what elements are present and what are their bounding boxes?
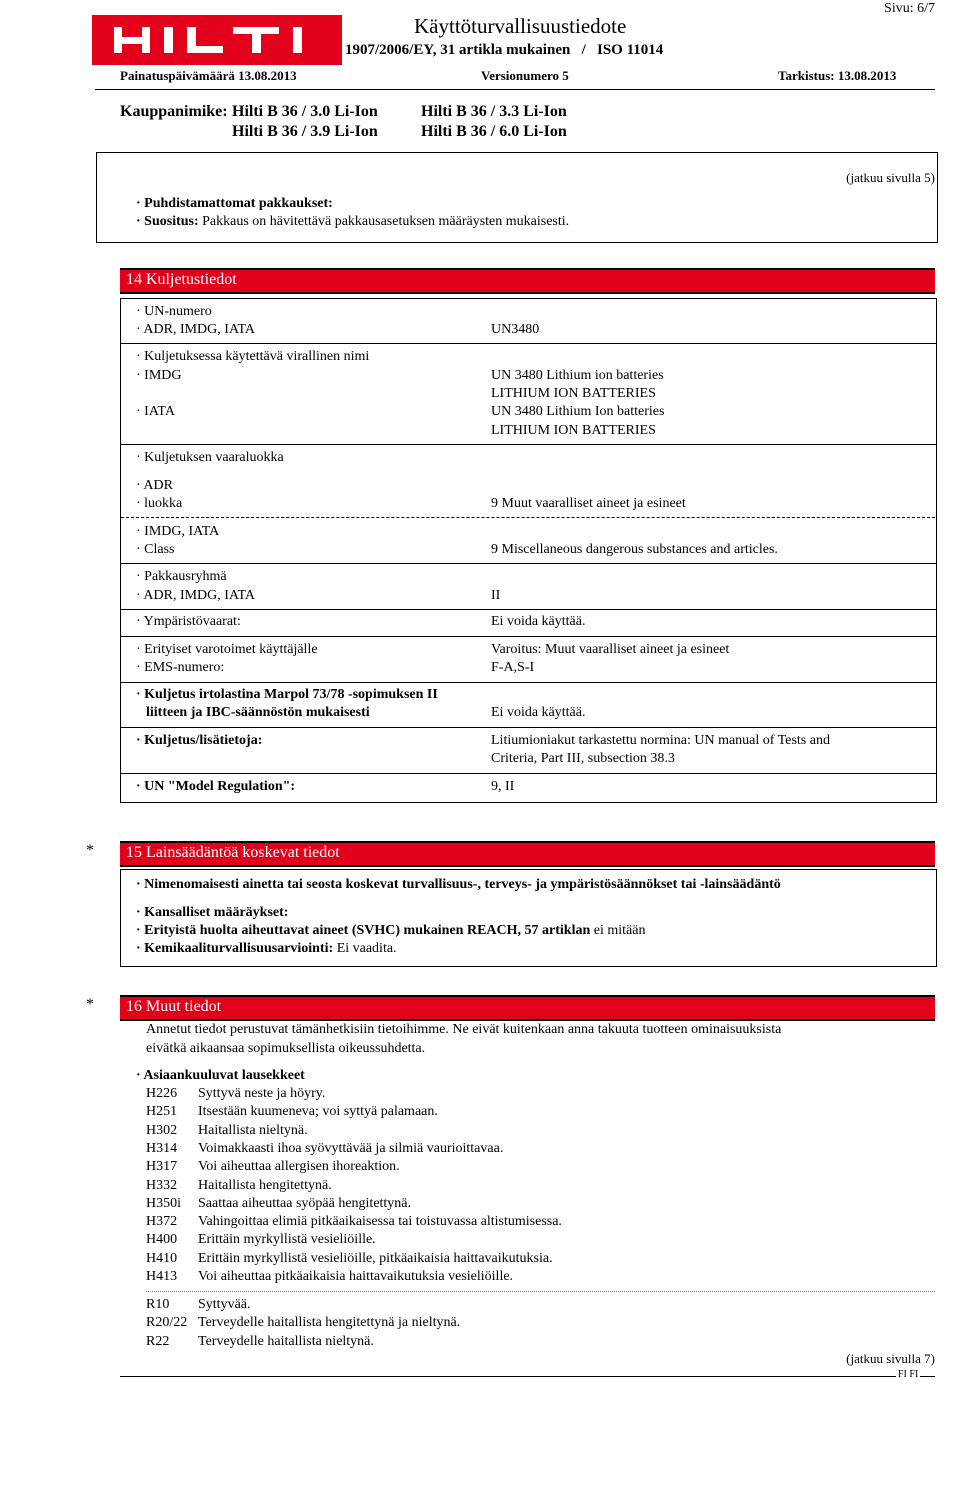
statement-code: R10 (146, 1297, 170, 1312)
document-title: Käyttöturvallisuustiedote (414, 14, 627, 38)
statement-text: Haitallista nieltynä. (198, 1122, 308, 1138)
svhc-line (136, 923, 645, 939)
row-divider (120, 727, 936, 728)
section-16-header (120, 995, 935, 1021)
product-name: Hilti B 36 / 3.0 Li-Ion (232, 103, 378, 120)
dotted-divider (146, 1291, 935, 1292)
un-number-value: UN3480 (491, 322, 540, 337)
svhc-label: · Erityistä huolta aiheuttavat aineet (SVHC) mukainen REACH, 57 artiklan (136, 923, 591, 938)
statement-text: Voi aiheuttaa pitkäaikaisia haittavaikutuksia vesieliöille. (198, 1269, 514, 1284)
statement-code: H251 (146, 1104, 178, 1120)
row-divider (120, 563, 936, 564)
chemical-safety-line (136, 941, 397, 957)
chemical-safety-value: Ei vaadita. (333, 941, 397, 956)
relevant-clauses-heading: · Asiaankuuluvat lausekkeet (136, 1068, 305, 1083)
statement-text: Erittäin myrkyllistä vesieliöille. (198, 1232, 376, 1248)
environmental-hazards-label: · Ympäristövaarat: (136, 614, 241, 629)
special-precautions-value: Varoitus: Muut vaaralliset aineet ja esineet (491, 642, 730, 657)
iata-name-value: UN 3480 Lithium Ion batteries (491, 404, 665, 419)
transport-info-value: Criteria, Part III, subsection 38.3 (491, 751, 675, 766)
statement-text: Terveydelle haitallista hengitettynä ja nieltynä. (198, 1315, 461, 1331)
statement-code: H302 (146, 1122, 178, 1138)
regulations-heading: · Nimenomaisesti ainetta tai seosta koskevat turvallisuus-, terveys- ja ympäristösäännökset tai -lainsäädäntö (136, 877, 781, 892)
hazard-class-label: · Kuljetuksen vaaraluokka (136, 450, 284, 465)
product-name: Hilti B 36 / 3.9 Li-Ion (232, 123, 378, 140)
revision-marker: * (86, 842, 94, 859)
statement-text: Haitallista hengitettynä. (198, 1177, 332, 1193)
packing-group-modes: · ADR, IMDG, IATA (136, 588, 256, 603)
packing-group-value: II (491, 588, 501, 603)
ems-number-value: F-A,S-I (491, 660, 535, 675)
imdg-name-value: UN 3480 Lithium ion batteries (491, 368, 664, 383)
imdg-name-value: LITHIUM ION BATTERIES (491, 386, 656, 401)
version-number: Versionumero 5 (481, 68, 569, 83)
row-divider (120, 343, 936, 344)
revision-marker: * (86, 996, 94, 1013)
footer-divider (120, 1376, 935, 1377)
section-14-title: 14 Kuljetustiedot (126, 271, 237, 288)
statement-text: Syttyvää. (198, 1297, 251, 1312)
disclaimer-text: Annetut tiedot perustuvat tämänhetkisiin tietoihimme. Ne eivät kuitenkaan anna takuuta tuotteen ominaisuuksista (146, 1022, 782, 1037)
national-regulations-label: · Kansalliset määräykset: (136, 905, 289, 920)
statement-text: Erittäin myrkyllistä vesieliöille, pitkäaikaisia haittavaikutuksia. (198, 1250, 553, 1266)
imdg-iata-class-value: 9 Miscellaneous dangerous substances and articles. (491, 542, 778, 557)
statement-code: H410 (146, 1250, 178, 1266)
statement-code: H226 (146, 1086, 178, 1101)
disclaimer-text: eivätkä aikaansaa sopimuksellista oikeussuhdetta. (146, 1041, 426, 1056)
row-divider (120, 444, 936, 445)
trade-name-label: Kauppanimike: (120, 103, 228, 120)
special-precautions-label: · Erityiset varotoimet käyttäjälle (136, 642, 318, 657)
adr-class-value: 9 Muut vaaralliset aineet ja esineet (491, 496, 686, 511)
row-divider (120, 609, 936, 610)
bulk-transport-label: liitteen ja IBC-säännöstön mukaisesti (146, 705, 370, 720)
un-modes-label: · ADR, IMDG, IATA (136, 322, 256, 337)
statement-code: R20/22 (146, 1315, 188, 1331)
imdg-iata-class-label: · Class (136, 542, 175, 557)
statement-text: Vahingoittaa elimiä pitkäaikaisessa tai toistuvassa altistumisessa. (198, 1214, 562, 1230)
section-14-header (120, 268, 935, 294)
language-code: FI FI (898, 1369, 919, 1380)
section-16-title: 16 Muut tiedot (126, 998, 222, 1015)
continued-from-note: (jatkuu sivulla 5) (846, 170, 935, 185)
statement-code: H400 (146, 1232, 178, 1248)
dashed-divider (121, 517, 935, 518)
statement-code: H332 (146, 1177, 178, 1193)
shipping-name-label: · Kuljetuksessa käytettävä virallinen nimi (136, 349, 370, 364)
statement-code: H372 (146, 1214, 178, 1230)
document-subtitle: 1907/2006/EY, 31 artikla mukainen / ISO 11014 (345, 42, 664, 58)
product-name: Hilti B 36 / 3.3 Li-Ion (421, 103, 567, 120)
statement-text: Itsestään kuumeneva; voi syttyä palamaan. (198, 1104, 438, 1120)
hilti-logo (92, 15, 342, 65)
recommendation-label: · Suositus: (136, 214, 199, 229)
section-15-title: 15 Lainsäädäntöä koskevat tiedot (126, 844, 340, 861)
environmental-hazards-value: Ei voida käyttää. (491, 614, 586, 629)
iata-label: · IATA (136, 404, 175, 419)
statement-text: Voi aiheuttaa allergisen ihoreaktion. (198, 1159, 400, 1175)
ems-number-label: · EMS-numero: (136, 660, 225, 675)
row-divider (120, 773, 936, 774)
header-divider (95, 89, 935, 90)
page-number: Sivu: 6/7 (884, 1, 935, 16)
transport-info-label: · Kuljetus/lisätietoja: (136, 733, 263, 748)
statement-text: Terveydelle haitallista nieltynä. (198, 1333, 374, 1349)
svhc-value: ei mitään (590, 923, 646, 938)
revision-date: Tarkistus: 13.08.2013 (778, 68, 897, 83)
model-regulation-label: · UN "Model Regulation": (136, 779, 296, 794)
statement-code: H314 (146, 1140, 178, 1156)
section-15-header (120, 841, 935, 867)
bulk-transport-label: · Kuljetus irtolastina Marpol 73/78 -sopimuksen II (136, 687, 438, 702)
iata-name-value: LITHIUM ION BATTERIES (491, 423, 656, 438)
transport-info-value: Litiumioniakut tarkastettu normina: UN manual of Tests and (491, 733, 830, 748)
row-divider (120, 636, 936, 637)
statement-code: H413 (146, 1269, 178, 1284)
packing-group-label: · Pakkausryhmä (136, 569, 227, 584)
statement-text: Syttyvä neste ja höyry. (198, 1086, 326, 1101)
row-divider (120, 682, 936, 683)
print-date: Painatuspäivämäärä 13.08.2013 (120, 68, 297, 83)
un-number-label: · UN-numero (136, 304, 212, 319)
statement-code: H317 (146, 1159, 178, 1175)
adr-class-label: · luokka (136, 496, 183, 511)
statement-code: H350i (146, 1195, 181, 1211)
recommendation-line (136, 214, 569, 230)
imdg-label: · IMDG (136, 368, 182, 383)
recommendation-text: Pakkaus on hävitettävä pakkausasetuksen määräysten mukaisesti. (198, 214, 570, 229)
model-regulation-value: 9, II (491, 779, 515, 794)
adr-label: · ADR (136, 478, 173, 493)
product-name: Hilti B 36 / 6.0 Li-Ion (421, 123, 567, 140)
bulk-transport-value: Ei voida käyttää. (491, 705, 586, 720)
uncleaned-packaging-label: · Puhdistamattomat pakkaukset: (136, 196, 333, 211)
statement-text: Voimakkaasti ihoa syövyttävää ja silmiä vaurioittavaa. (198, 1140, 504, 1156)
statement-text: Saattaa aiheuttaa syöpää hengitettynä. (198, 1195, 412, 1211)
chemical-safety-label: · Kemikaaliturvallisuusarviointi: (136, 941, 334, 956)
continued-on-note: (jatkuu sivulla 7) (846, 1351, 935, 1366)
imdg-iata-label: · IMDG, IATA (136, 524, 220, 539)
statement-code: R22 (146, 1333, 170, 1349)
